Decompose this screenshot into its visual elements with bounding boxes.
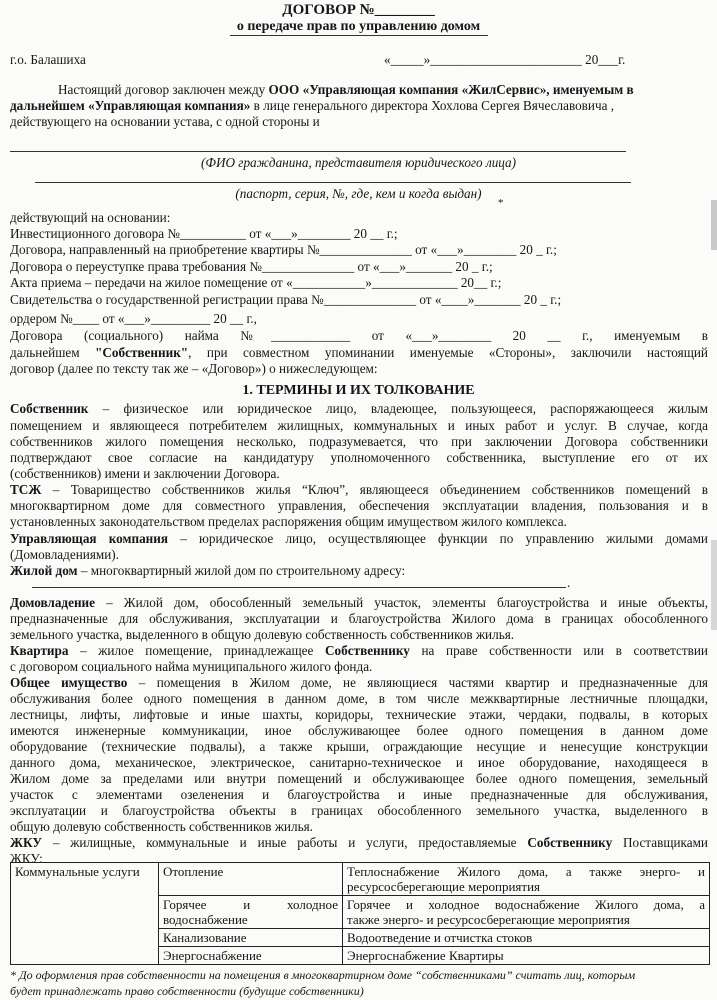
common-property-def-line: имеются инженерные коммуникации, иное обслуживающее более одного помещения в данном доме bbox=[10, 723, 708, 738]
service-name-cell: Канализование bbox=[159, 929, 343, 947]
scan-edge bbox=[711, 200, 717, 250]
address-blank-line bbox=[32, 587, 566, 588]
basis-line: Договора, направленный на приобретение квартиры №______________ от «___»________ 20 _ г.; bbox=[10, 242, 557, 257]
common-property-def-line: Жилом доме за пределами или внутри помещений и обслуживающее более одного помещения, земельный bbox=[10, 771, 708, 786]
social-line-b bbox=[10, 345, 708, 361]
document-title: ДОГОВОР №________ bbox=[282, 2, 435, 18]
owner-asterisk: * bbox=[498, 197, 504, 209]
tszh-def-text: – Товарищество собственников жилья “Ключ”, являющееся объединением собственников помещений в bbox=[41, 482, 708, 497]
zhku-def-text: Поставщиками bbox=[612, 835, 708, 850]
uk-def-line: (Домовладениями). bbox=[10, 547, 119, 562]
owner-def-line bbox=[10, 401, 708, 417]
term-apartment: Квартира bbox=[10, 643, 69, 658]
owner-def-line: собственников жилого помещения несколько, подразумевается, что при заключении Договора собственники bbox=[10, 434, 708, 449]
basis-line: Свидетельства о государственной регистрации права №______________ от «____»_______ 20 _ г.; bbox=[10, 292, 562, 307]
domovladenie-def-line: земельного участка, выделенного в общую долевую собственность собственников жилья. bbox=[10, 627, 515, 642]
term-zhku: ЖКУ bbox=[10, 835, 43, 850]
owner-alias: "Собственник" bbox=[95, 345, 189, 360]
basis-line: Акта приема – передачи на жилое помещение от «___________»_____________ 20__ г.; bbox=[10, 275, 502, 290]
house-def-text: – многоквартирный жилой дом по строительному адресу: bbox=[77, 563, 406, 578]
service-desc-cell: Водоотведение и отчистка стоков bbox=[343, 929, 710, 947]
owner-def-line: помещением и являющееся потребителем жилищных, коммунальных и иных работ и услуг. В случае, когда bbox=[10, 418, 708, 433]
basis-line: ордером №____ от «___»_________ 20 __ г., bbox=[10, 311, 257, 326]
uk-def-line bbox=[10, 531, 708, 547]
term-domovladenie: Домовладение bbox=[10, 595, 96, 610]
common-property-def-line: обслуживания более одного помещения в данном доме, в том числе межквартирные лестничные площадки, bbox=[10, 691, 708, 706]
fio-blank-line bbox=[10, 151, 626, 152]
basis-line: Инвестиционного договора №__________ от «___»________ 20 __ г.; bbox=[10, 226, 398, 241]
basis-line: Договора о переуступке права требования №______________ от «___»_______ 20 _ г.; bbox=[10, 259, 493, 274]
company-name: ООО «Управляющая компания «ЖилСервис», именуемым в bbox=[268, 82, 634, 97]
zhku-def-text: – жилищные, коммунальные и иные работы и услуги, предоставляемые bbox=[42, 835, 528, 850]
intro-line-2 bbox=[10, 98, 614, 114]
social-text: , при совместном упоминании именуемые «Стороны», заключили настоящий bbox=[188, 345, 708, 360]
common-property-def-line: участок с элементами озеленения и благоустройства и иные предназначенные для обслуживания, bbox=[10, 787, 708, 802]
company-alias: дальнейшем «Управляющая компания» bbox=[10, 98, 251, 113]
owner-def-text: – физическое или юридическое лицо, владеющее, пользующееся, распоряжающееся жилым bbox=[88, 401, 708, 416]
intro-text: Настоящий договор заключен между bbox=[58, 82, 269, 97]
term-management-company: Управляющая компания bbox=[10, 531, 169, 546]
address-period: . bbox=[567, 575, 571, 590]
common-property-def-line: общую долевую собственность собственников жилья. bbox=[10, 819, 313, 834]
dv-def-text: – Жилой дом, обособленный земельный участок, элементы благоустройства и иные объекты, bbox=[95, 595, 708, 610]
services-group-cell: Коммунальные услуги bbox=[11, 863, 159, 965]
common-property-def-line: данного дома, механическое, электрическое, санитарно-техническое и иное оборудование, находящееся в bbox=[10, 755, 708, 770]
domovladenie-def-line bbox=[10, 595, 708, 611]
owner-def-line: (собственников) имени и заключении Договора. bbox=[10, 466, 280, 481]
service-desc: Горячее и холодное водоснабжение Жилого дома, а bbox=[347, 897, 705, 912]
common-property-def-line: эксплуатации и благоустройства объекты в границах обособленного земельного участка, выделенного в bbox=[10, 803, 708, 818]
tszh-def-line: многоквартирном доме для совместного управления, обеспечения эксплуатации владения, пользования и в bbox=[10, 498, 708, 513]
intro-line-1 bbox=[58, 82, 634, 98]
zhku-def-line bbox=[10, 835, 708, 851]
kv-def-text: – жилое помещение, принадлежащее bbox=[68, 643, 326, 658]
table-row bbox=[11, 863, 710, 896]
service-name-cell: Энергоснабжение bbox=[159, 947, 343, 965]
apartment-def-line bbox=[10, 643, 708, 659]
owner-ref: Собственнику bbox=[527, 835, 613, 850]
service-name: Горячее и холодное bbox=[163, 897, 338, 912]
zhku-def-line: ЖКУ: bbox=[10, 851, 43, 866]
director-text: в лице генерального директора Хохлова Сергея Вячеславовича , bbox=[250, 98, 615, 113]
service-name-cell bbox=[159, 863, 343, 896]
fio-caption: (ФИО гражданина, представителя юридического лица) bbox=[200, 155, 517, 170]
subtitle-underline bbox=[230, 35, 488, 36]
tszh-def-line: установленных законодательством пределах распоряжения общим имуществом жилого комплекса. bbox=[10, 514, 567, 529]
common-property-def-line: лестницы, лифты, лифтовые и иные шахты, коридоры, технические этажи, чердаки, подвалы, в которых bbox=[10, 707, 708, 722]
service-desc: также энерго- и ресурсосберегающие мероприятия bbox=[347, 912, 630, 927]
footnote-line: будет принадлежать право собственности (будущие собственники) bbox=[10, 984, 364, 998]
common-property-def-line bbox=[10, 675, 708, 691]
service-name: Отопление bbox=[163, 864, 224, 879]
contract-date: «_____»_______________________ 20___г. bbox=[384, 52, 626, 67]
apartment-def-line: с договором социального найма муниципального жилого фонда. bbox=[10, 659, 373, 674]
uk-def-text: – юридическое лицо, осуществляющее функции по управлению жилыми домами bbox=[168, 531, 708, 546]
kv-def-text: на праве собственности или в соответствии bbox=[409, 643, 708, 658]
term-tszh: ТСЖ bbox=[10, 482, 42, 497]
owner-def-line: подтверждают свое согласие на кандидатуру уполномоченного собственника, выступление его от их bbox=[10, 450, 708, 465]
city: г.о. Балашиха bbox=[10, 52, 86, 67]
house-def-line bbox=[10, 563, 405, 579]
section-1-title: 1. ТЕРМИНЫ И ИХ ТОЛКОВАНИЕ bbox=[242, 383, 475, 398]
social-line-c: договор (далее по тексту так же – «Договор») о нижеследующем: bbox=[10, 361, 378, 376]
footnote-line: * До оформления прав собственности на помещения в многоквартирном доме “собственниками” считать лиц, которым bbox=[10, 968, 636, 982]
basis-lead: действующий на основании: bbox=[10, 210, 171, 225]
scan-edge bbox=[711, 540, 717, 630]
service-desc: ресурсосберегающие мероприятия bbox=[347, 879, 541, 894]
services-table bbox=[10, 862, 710, 965]
owner-ref: Собственнику bbox=[325, 643, 410, 658]
passport-blank-line bbox=[35, 182, 631, 183]
document-subtitle: о передаче прав по управлению домом bbox=[236, 19, 481, 34]
intro-line-3: действующего на основании устава, с одной стороны и bbox=[10, 114, 320, 129]
social-line-a: Договора (социального) найма №____________ от «___»________ 20 __ г., именуемым в bbox=[10, 328, 708, 343]
term-owner: Собственник bbox=[10, 401, 89, 416]
service-desc-cell bbox=[343, 896, 710, 929]
common-property-def-line: оборудование (технические подвалы), а также крыши, ограждающие несущие и ненесущие конструкции bbox=[10, 739, 708, 754]
term-common-property: Общее имущество bbox=[10, 675, 128, 690]
tszh-def-line bbox=[10, 482, 708, 498]
service-desc-cell: Энергоснабжение Квартиры bbox=[343, 947, 710, 965]
service-desc-cell bbox=[343, 863, 710, 896]
service-name: водоснабжение bbox=[163, 912, 248, 927]
domovladenie-def-line: предназначенные для обслуживания, эксплуатации и благоустройства Жилого дома в границах обособленного bbox=[10, 611, 708, 626]
term-house: Жилой дом bbox=[10, 563, 78, 578]
passport-caption: (паспорт, серия, №, где, кем и когда выдан) bbox=[235, 186, 482, 201]
social-text: дальнейшем bbox=[10, 345, 96, 360]
service-desc: Теплоснабжение Жилого дома, а также энерго- и bbox=[347, 864, 705, 879]
service-name-cell bbox=[159, 896, 343, 929]
oi-def-text: – помещения в Жилом доме, не являющиеся частями квартир и предназначенные для bbox=[127, 675, 708, 690]
